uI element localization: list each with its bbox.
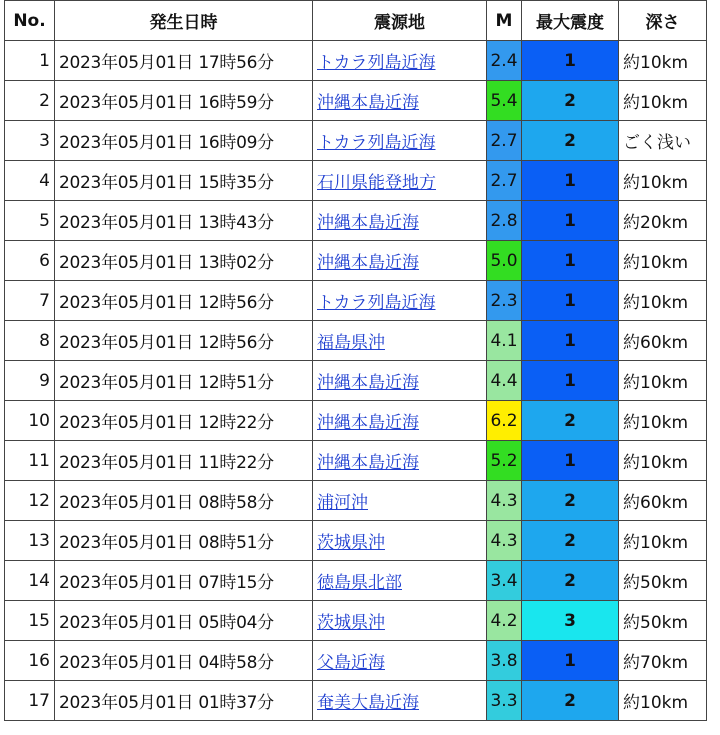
row-depth: 約10km (619, 241, 707, 281)
header-datetime: 発生日時 (55, 1, 313, 41)
row-epicenter-cell (313, 401, 487, 441)
row-number: 6 (5, 241, 55, 281)
row-max-intensity: 2 (522, 481, 619, 521)
row-datetime: 2023年05月01日 12時22分 (55, 401, 313, 441)
row-epicenter-cell (313, 361, 487, 401)
row-magnitude: 3.8 (487, 641, 522, 681)
row-depth: 約60km (619, 481, 707, 521)
row-epicenter-cell (313, 41, 487, 81)
row-max-intensity: 2 (522, 401, 619, 441)
table-row (5, 481, 707, 521)
row-epicenter-cell (313, 641, 487, 681)
row-datetime: 2023年05月01日 13時02分 (55, 241, 313, 281)
row-max-intensity: 1 (522, 201, 619, 241)
row-epicenter-cell (313, 601, 487, 641)
epicenter-link[interactable]: 福島県沖 (317, 333, 385, 353)
row-depth: 約10km (619, 521, 707, 561)
table-row (5, 601, 707, 641)
row-depth: 約60km (619, 321, 707, 361)
table-row (5, 241, 707, 281)
epicenter-link[interactable]: 奄美大島近海 (317, 693, 419, 713)
epicenter-link[interactable]: 沖縄本島近海 (317, 413, 419, 433)
epicenter-link[interactable]: トカラ列島近海 (317, 133, 436, 153)
row-datetime: 2023年05月01日 01時37分 (55, 681, 313, 721)
header-max-intensity: 最大震度 (522, 1, 619, 41)
header-depth: 深さ (619, 1, 707, 41)
row-depth: 約10km (619, 281, 707, 321)
row-depth: 約10km (619, 41, 707, 81)
row-number: 9 (5, 361, 55, 401)
table-row (5, 521, 707, 561)
row-number: 13 (5, 521, 55, 561)
epicenter-link[interactable]: 沖縄本島近海 (317, 213, 419, 233)
row-depth: 約10km (619, 161, 707, 201)
row-depth: 約10km (619, 681, 707, 721)
epicenter-link[interactable]: 沖縄本島近海 (317, 253, 419, 273)
row-number: 14 (5, 561, 55, 601)
row-max-intensity: 1 (522, 241, 619, 281)
row-number: 11 (5, 441, 55, 481)
table-row (5, 161, 707, 201)
row-number: 3 (5, 121, 55, 161)
epicenter-link[interactable]: 沖縄本島近海 (317, 453, 419, 473)
row-max-intensity: 1 (522, 361, 619, 401)
row-epicenter-cell (313, 241, 487, 281)
row-number: 15 (5, 601, 55, 641)
row-epicenter-cell (313, 681, 487, 721)
row-magnitude: 4.3 (487, 521, 522, 561)
row-magnitude: 2.4 (487, 41, 522, 81)
header-no: No. (5, 1, 55, 41)
row-datetime: 2023年05月01日 16時09分 (55, 121, 313, 161)
row-epicenter-cell (313, 521, 487, 561)
row-epicenter-cell (313, 281, 487, 321)
row-datetime: 2023年05月01日 04時58分 (55, 641, 313, 681)
epicenter-link[interactable]: 茨城県沖 (317, 613, 385, 633)
row-epicenter-cell (313, 321, 487, 361)
row-depth: ごく浅い (619, 121, 707, 161)
epicenter-link[interactable]: 浦河沖 (317, 493, 368, 513)
table-row (5, 401, 707, 441)
row-magnitude: 4.1 (487, 321, 522, 361)
table-row (5, 681, 707, 721)
row-epicenter-cell (313, 161, 487, 201)
row-magnitude: 4.2 (487, 601, 522, 641)
row-magnitude: 3.3 (487, 681, 522, 721)
row-number: 2 (5, 81, 55, 121)
row-number: 7 (5, 281, 55, 321)
epicenter-link[interactable]: 石川県能登地方 (317, 173, 436, 193)
row-datetime: 2023年05月01日 13時43分 (55, 201, 313, 241)
row-magnitude: 4.4 (487, 361, 522, 401)
row-magnitude: 3.4 (487, 561, 522, 601)
table-body (5, 41, 707, 721)
row-datetime: 2023年05月01日 05時04分 (55, 601, 313, 641)
row-magnitude: 5.2 (487, 441, 522, 481)
row-epicenter-cell (313, 561, 487, 601)
header-magnitude: M (487, 1, 522, 41)
row-number: 8 (5, 321, 55, 361)
row-datetime: 2023年05月01日 11時22分 (55, 441, 313, 481)
table-header-row (5, 1, 707, 41)
epicenter-link[interactable]: 沖縄本島近海 (317, 93, 419, 113)
row-number: 10 (5, 401, 55, 441)
row-datetime: 2023年05月01日 12時56分 (55, 281, 313, 321)
row-max-intensity: 1 (522, 441, 619, 481)
table-row (5, 201, 707, 241)
row-max-intensity: 3 (522, 601, 619, 641)
row-datetime: 2023年05月01日 12時56分 (55, 321, 313, 361)
row-max-intensity: 1 (522, 641, 619, 681)
table-row (5, 321, 707, 361)
row-number: 17 (5, 681, 55, 721)
table-row (5, 281, 707, 321)
table-row (5, 641, 707, 681)
row-datetime: 2023年05月01日 07時15分 (55, 561, 313, 601)
row-epicenter-cell (313, 481, 487, 521)
row-max-intensity: 1 (522, 321, 619, 361)
row-depth: 約10km (619, 401, 707, 441)
table-row (5, 441, 707, 481)
row-depth: 約20km (619, 201, 707, 241)
row-depth: 約50km (619, 561, 707, 601)
row-max-intensity: 1 (522, 41, 619, 81)
row-number: 16 (5, 641, 55, 681)
row-datetime: 2023年05月01日 08時58分 (55, 481, 313, 521)
row-max-intensity: 2 (522, 121, 619, 161)
row-epicenter-cell (313, 441, 487, 481)
row-max-intensity: 1 (522, 281, 619, 321)
table-row (5, 361, 707, 401)
row-epicenter-cell (313, 201, 487, 241)
table-row (5, 121, 707, 161)
row-max-intensity: 2 (522, 521, 619, 561)
row-depth: 約50km (619, 601, 707, 641)
row-depth: 約10km (619, 361, 707, 401)
row-magnitude: 2.3 (487, 281, 522, 321)
row-datetime: 2023年05月01日 15時35分 (55, 161, 313, 201)
row-epicenter-cell (313, 121, 487, 161)
epicenter-link[interactable]: 父島近海 (317, 653, 385, 673)
row-max-intensity: 2 (522, 81, 619, 121)
header-epicenter: 震源地 (313, 1, 487, 41)
epicenter-link[interactable]: 沖縄本島近海 (317, 373, 419, 393)
row-number: 1 (5, 41, 55, 81)
row-datetime: 2023年05月01日 12時51分 (55, 361, 313, 401)
epicenter-link[interactable]: 徳島県北部 (317, 573, 402, 593)
table-row (5, 561, 707, 601)
row-datetime: 2023年05月01日 08時51分 (55, 521, 313, 561)
epicenter-link[interactable]: トカラ列島近海 (317, 293, 436, 313)
row-epicenter-cell (313, 81, 487, 121)
table-row (5, 81, 707, 121)
table-row (5, 41, 707, 81)
row-magnitude: 2.7 (487, 161, 522, 201)
row-magnitude: 2.8 (487, 201, 522, 241)
row-datetime: 2023年05月01日 16時59分 (55, 81, 313, 121)
row-max-intensity: 2 (522, 561, 619, 601)
epicenter-link[interactable]: トカラ列島近海 (317, 53, 436, 73)
row-number: 12 (5, 481, 55, 521)
row-magnitude: 4.3 (487, 481, 522, 521)
row-number: 4 (5, 161, 55, 201)
row-datetime: 2023年05月01日 17時56分 (55, 41, 313, 81)
row-magnitude: 2.7 (487, 121, 522, 161)
row-depth: 約70km (619, 641, 707, 681)
row-magnitude: 5.4 (487, 81, 522, 121)
row-max-intensity: 1 (522, 161, 619, 201)
row-magnitude: 5.0 (487, 241, 522, 281)
earthquake-table (4, 0, 707, 721)
row-max-intensity: 2 (522, 681, 619, 721)
row-number: 5 (5, 201, 55, 241)
row-depth: 約10km (619, 441, 707, 481)
epicenter-link[interactable]: 茨城県沖 (317, 533, 385, 553)
row-depth: 約10km (619, 81, 707, 121)
row-magnitude: 6.2 (487, 401, 522, 441)
